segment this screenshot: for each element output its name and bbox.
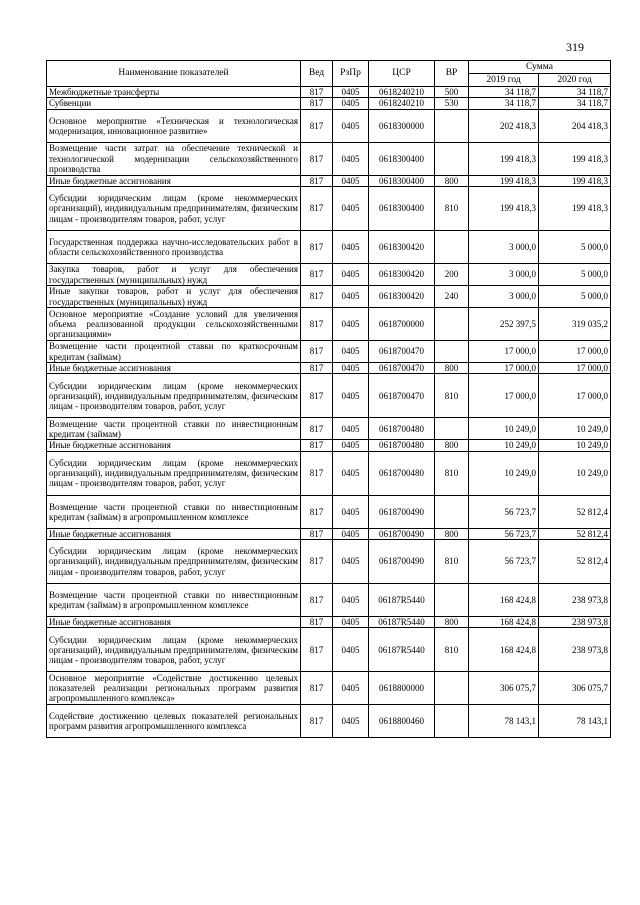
row-vr: 810 bbox=[435, 540, 469, 584]
row-name: Субсидии юридическим лицам (кроме некоммерческих организаций), индивидуальным предпринимателям, физическим лицам - производителям товаров, работ, услуг bbox=[47, 540, 301, 584]
row-sum-2020: 10 249,0 bbox=[539, 418, 611, 440]
row-rzpr: 0405 bbox=[333, 142, 369, 175]
row-ved: 817 bbox=[301, 175, 333, 186]
table-header bbox=[47, 61, 611, 87]
row-sum-2020: 238 973,8 bbox=[539, 584, 611, 617]
table-row bbox=[47, 451, 611, 495]
row-vr: 800 bbox=[435, 440, 469, 451]
row-rzpr: 0405 bbox=[333, 175, 369, 186]
table-row bbox=[47, 363, 611, 374]
row-name: Субсидии юридическим лицам (кроме некоммерческих организаций), индивидуальным предпринимателям, физическим лицам - производителям товаров, работ, услуг bbox=[47, 451, 301, 495]
table-row bbox=[47, 286, 611, 308]
row-sum-2019: 17 000,0 bbox=[469, 363, 539, 374]
row-rzpr: 0405 bbox=[333, 87, 369, 98]
row-csr: 0618300420 bbox=[369, 264, 435, 286]
row-rzpr: 0405 bbox=[333, 363, 369, 374]
row-sum-2019: 17 000,0 bbox=[469, 341, 539, 363]
table-row bbox=[47, 142, 611, 175]
row-vr bbox=[435, 705, 469, 738]
table-row bbox=[47, 440, 611, 451]
row-csr: 0618700480 bbox=[369, 440, 435, 451]
row-sum-2019: 168 424,8 bbox=[469, 617, 539, 628]
header-year-2019: 2019 год bbox=[469, 74, 539, 87]
header-rzpr: РзПр bbox=[333, 61, 369, 87]
row-sum-2019: 3 000,0 bbox=[469, 231, 539, 264]
row-csr: 0618300420 bbox=[369, 231, 435, 264]
row-csr: 0618700490 bbox=[369, 495, 435, 528]
table-row bbox=[47, 374, 611, 418]
row-name: Иные бюджетные ассигнования bbox=[47, 363, 301, 374]
row-sum-2019: 56 723,7 bbox=[469, 540, 539, 584]
row-ved: 817 bbox=[301, 187, 333, 231]
row-sum-2020: 5 000,0 bbox=[539, 264, 611, 286]
budget-table bbox=[46, 60, 611, 738]
row-vr bbox=[435, 495, 469, 528]
row-rzpr: 0405 bbox=[333, 672, 369, 705]
row-sum-2019: 202 418,3 bbox=[469, 109, 539, 142]
row-rzpr: 0405 bbox=[333, 628, 369, 672]
row-csr: 0618300000 bbox=[369, 109, 435, 142]
row-rzpr: 0405 bbox=[333, 451, 369, 495]
row-vr: 810 bbox=[435, 451, 469, 495]
header-csr: ЦСР bbox=[369, 61, 435, 87]
row-rzpr: 0405 bbox=[333, 705, 369, 738]
row-name: Возмещение части процентной ставки по инвестиционным кредитам (займам) в агропромышленном комплексе bbox=[47, 495, 301, 528]
header-name: Наименование показателей bbox=[47, 61, 301, 87]
row-vr bbox=[435, 584, 469, 617]
row-ved: 817 bbox=[301, 142, 333, 175]
row-csr: 0618700470 bbox=[369, 363, 435, 374]
row-vr: 810 bbox=[435, 187, 469, 231]
row-sum-2020: 17 000,0 bbox=[539, 363, 611, 374]
row-vr: 530 bbox=[435, 98, 469, 109]
row-ved: 817 bbox=[301, 264, 333, 286]
row-ved: 817 bbox=[301, 109, 333, 142]
row-sum-2020: 10 249,0 bbox=[539, 451, 611, 495]
row-csr: 06187R5440 bbox=[369, 617, 435, 628]
row-csr: 0618240210 bbox=[369, 98, 435, 109]
row-name: Иные бюджетные ассигнования bbox=[47, 528, 301, 539]
row-sum-2020: 17 000,0 bbox=[539, 374, 611, 418]
row-sum-2020: 238 973,8 bbox=[539, 628, 611, 672]
row-sum-2019: 199 418,3 bbox=[469, 175, 539, 186]
row-rzpr: 0405 bbox=[333, 109, 369, 142]
row-rzpr: 0405 bbox=[333, 617, 369, 628]
row-sum-2020: 306 075,7 bbox=[539, 672, 611, 705]
table-row bbox=[47, 418, 611, 440]
row-rzpr: 0405 bbox=[333, 286, 369, 308]
row-sum-2020: 5 000,0 bbox=[539, 231, 611, 264]
row-vr bbox=[435, 231, 469, 264]
row-vr bbox=[435, 418, 469, 440]
table-row bbox=[47, 705, 611, 738]
row-sum-2020: 199 418,3 bbox=[539, 175, 611, 186]
row-ved: 817 bbox=[301, 672, 333, 705]
row-vr: 810 bbox=[435, 374, 469, 418]
row-name: Возмещение части процентной ставки по краткосрочным кредитам (займам) bbox=[47, 341, 301, 363]
header-ved: Вед bbox=[301, 61, 333, 87]
table-row bbox=[47, 628, 611, 672]
row-sum-2020: 52 812,4 bbox=[539, 495, 611, 528]
row-ved: 817 bbox=[301, 440, 333, 451]
table-row bbox=[47, 187, 611, 231]
row-csr: 0618700490 bbox=[369, 540, 435, 584]
table-row bbox=[47, 98, 611, 109]
row-name: Содействие достижению целевых показателей региональных программ развития агропромышленного комплекса bbox=[47, 705, 301, 738]
row-sum-2019: 17 000,0 bbox=[469, 374, 539, 418]
row-vr bbox=[435, 109, 469, 142]
row-vr bbox=[435, 142, 469, 175]
row-name: Государственная поддержка научно-исследовательских работ в области сельскохозяйственного производства bbox=[47, 231, 301, 264]
table-row bbox=[47, 308, 611, 341]
row-ved: 817 bbox=[301, 451, 333, 495]
row-ved: 817 bbox=[301, 617, 333, 628]
row-name: Иные бюджетные ассигнования bbox=[47, 440, 301, 451]
row-ved: 817 bbox=[301, 540, 333, 584]
row-sum-2019: 199 418,3 bbox=[469, 187, 539, 231]
page-number: 319 bbox=[566, 40, 584, 54]
row-sum-2019: 78 143,1 bbox=[469, 705, 539, 738]
row-sum-2019: 34 118,7 bbox=[469, 98, 539, 109]
row-csr: 0618240210 bbox=[369, 87, 435, 98]
row-rzpr: 0405 bbox=[333, 341, 369, 363]
row-sum-2019: 10 249,0 bbox=[469, 451, 539, 495]
row-name: Основное мероприятие «Содействие достижению целевых показателей реализации региональных программ развития агропромышленного комплекса» bbox=[47, 672, 301, 705]
row-ved: 817 bbox=[301, 528, 333, 539]
row-sum-2020: 204 418,3 bbox=[539, 109, 611, 142]
row-sum-2020: 17 000,0 bbox=[539, 341, 611, 363]
row-sum-2019: 56 723,7 bbox=[469, 495, 539, 528]
row-sum-2020: 10 249,0 bbox=[539, 440, 611, 451]
row-sum-2019: 3 000,0 bbox=[469, 286, 539, 308]
row-vr: 200 bbox=[435, 264, 469, 286]
row-name: Субсидии юридическим лицам (кроме некоммерческих организаций), индивидуальным предпринимателям, физическим лицам - производителям товаров, работ, услуг bbox=[47, 374, 301, 418]
row-name: Иные бюджетные ассигнования bbox=[47, 617, 301, 628]
row-csr: 0618800000 bbox=[369, 672, 435, 705]
row-rzpr: 0405 bbox=[333, 374, 369, 418]
row-ved: 817 bbox=[301, 363, 333, 374]
row-rzpr: 0405 bbox=[333, 495, 369, 528]
row-csr: 0618700000 bbox=[369, 308, 435, 341]
row-sum-2019: 252 397,5 bbox=[469, 308, 539, 341]
row-rzpr: 0405 bbox=[333, 308, 369, 341]
row-name: Субсидии юридическим лицам (кроме некоммерческих организаций), индивидуальным предпринимателям, физическим лицам - производителям товаров, работ, услуг bbox=[47, 187, 301, 231]
row-name: Возмещение части процентной ставки по инвестиционным кредитам (займам) в агропромышленном комплексе bbox=[47, 584, 301, 617]
table-row bbox=[47, 109, 611, 142]
row-name: Субвенции bbox=[47, 98, 301, 109]
row-name: Основное мероприятие «Создание условий для увеличения объема реализованной продукции сельскохозяйственными организациями» bbox=[47, 308, 301, 341]
table-row bbox=[47, 231, 611, 264]
row-ved: 817 bbox=[301, 308, 333, 341]
row-sum-2020: 34 118,7 bbox=[539, 87, 611, 98]
row-csr: 0618700480 bbox=[369, 418, 435, 440]
row-sum-2019: 168 424,8 bbox=[469, 584, 539, 617]
row-sum-2020: 238 973,8 bbox=[539, 617, 611, 628]
row-sum-2020: 52 812,4 bbox=[539, 540, 611, 584]
row-sum-2019: 3 000,0 bbox=[469, 264, 539, 286]
row-sum-2019: 10 249,0 bbox=[469, 440, 539, 451]
table-row bbox=[47, 341, 611, 363]
row-ved: 817 bbox=[301, 341, 333, 363]
row-name: Субсидии юридическим лицам (кроме некоммерческих организаций), индивидуальным предпринимателям, физическим лицам - производителям товаров, работ, услуг bbox=[47, 628, 301, 672]
table-row bbox=[47, 175, 611, 186]
row-csr: 0618300400 bbox=[369, 142, 435, 175]
row-sum-2019: 306 075,7 bbox=[469, 672, 539, 705]
row-sum-2020: 5 000,0 bbox=[539, 286, 611, 308]
row-ved: 817 bbox=[301, 584, 333, 617]
row-ved: 817 bbox=[301, 286, 333, 308]
row-csr: 0618700470 bbox=[369, 374, 435, 418]
table-body bbox=[47, 87, 611, 738]
header-vr: ВР bbox=[435, 61, 469, 87]
row-ved: 817 bbox=[301, 705, 333, 738]
row-vr: 800 bbox=[435, 528, 469, 539]
row-rzpr: 0405 bbox=[333, 418, 369, 440]
row-sum-2020: 319 035,2 bbox=[539, 308, 611, 341]
table-row bbox=[47, 495, 611, 528]
row-rzpr: 0405 bbox=[333, 264, 369, 286]
row-vr bbox=[435, 341, 469, 363]
row-name: Закупка товаров, работ и услуг для обеспечения государственных (муниципальных) нужд bbox=[47, 264, 301, 286]
row-sum-2019: 199 418,3 bbox=[469, 142, 539, 175]
row-csr: 0618700480 bbox=[369, 451, 435, 495]
row-name: Иные закупки товаров, работ и услуг для обеспечения государственных (муниципальных) нужд bbox=[47, 286, 301, 308]
row-csr: 0618700490 bbox=[369, 528, 435, 539]
row-ved: 817 bbox=[301, 231, 333, 264]
row-ved: 817 bbox=[301, 418, 333, 440]
table-row bbox=[47, 617, 611, 628]
row-rzpr: 0405 bbox=[333, 440, 369, 451]
row-csr: 06187R5440 bbox=[369, 628, 435, 672]
row-sum-2020: 78 143,1 bbox=[539, 705, 611, 738]
row-vr bbox=[435, 672, 469, 705]
row-rzpr: 0405 bbox=[333, 540, 369, 584]
table-row bbox=[47, 528, 611, 539]
row-name: Иные бюджетные ассигнования bbox=[47, 175, 301, 186]
row-vr: 800 bbox=[435, 617, 469, 628]
table-row bbox=[47, 540, 611, 584]
row-name: Возмещение части затрат на обеспечение технической и технологической модернизации сельскохозяйственного производства bbox=[47, 142, 301, 175]
row-csr: 0618300400 bbox=[369, 187, 435, 231]
row-vr: 240 bbox=[435, 286, 469, 308]
row-sum-2020: 199 418,3 bbox=[539, 142, 611, 175]
row-vr: 810 bbox=[435, 628, 469, 672]
table-row bbox=[47, 264, 611, 286]
row-name: Основное мероприятие «Техническая и технологическая модернизация, инновационное развитие» bbox=[47, 109, 301, 142]
row-vr: 800 bbox=[435, 175, 469, 186]
row-csr: 06187R5440 bbox=[369, 584, 435, 617]
row-sum-2019: 168 424,8 bbox=[469, 628, 539, 672]
row-csr: 0618300420 bbox=[369, 286, 435, 308]
row-vr: 500 bbox=[435, 87, 469, 98]
row-rzpr: 0405 bbox=[333, 187, 369, 231]
table-row bbox=[47, 672, 611, 705]
row-rzpr: 0405 bbox=[333, 528, 369, 539]
header-sum: Сумма bbox=[469, 61, 611, 74]
row-csr: 0618800460 bbox=[369, 705, 435, 738]
row-sum-2019: 10 249,0 bbox=[469, 418, 539, 440]
row-sum-2020: 199 418,3 bbox=[539, 187, 611, 231]
row-csr: 0618300400 bbox=[369, 175, 435, 186]
table-row bbox=[47, 584, 611, 617]
row-ved: 817 bbox=[301, 628, 333, 672]
row-name: Возмещение части процентной ставки по инвестиционным кредитам (займам) bbox=[47, 418, 301, 440]
row-ved: 817 bbox=[301, 98, 333, 109]
row-sum-2019: 56 723,7 bbox=[469, 528, 539, 539]
row-vr bbox=[435, 308, 469, 341]
table-row bbox=[47, 87, 611, 98]
row-ved: 817 bbox=[301, 87, 333, 98]
row-rzpr: 0405 bbox=[333, 98, 369, 109]
row-sum-2019: 34 118,7 bbox=[469, 87, 539, 98]
row-vr: 800 bbox=[435, 363, 469, 374]
row-csr: 0618700470 bbox=[369, 341, 435, 363]
row-ved: 817 bbox=[301, 495, 333, 528]
row-name: Межбюджетные трансферты bbox=[47, 87, 301, 98]
row-ved: 817 bbox=[301, 374, 333, 418]
row-rzpr: 0405 bbox=[333, 584, 369, 617]
row-sum-2020: 52 812,4 bbox=[539, 528, 611, 539]
row-sum-2020: 34 118,7 bbox=[539, 98, 611, 109]
row-rzpr: 0405 bbox=[333, 231, 369, 264]
header-year-2020: 2020 год bbox=[539, 74, 611, 87]
